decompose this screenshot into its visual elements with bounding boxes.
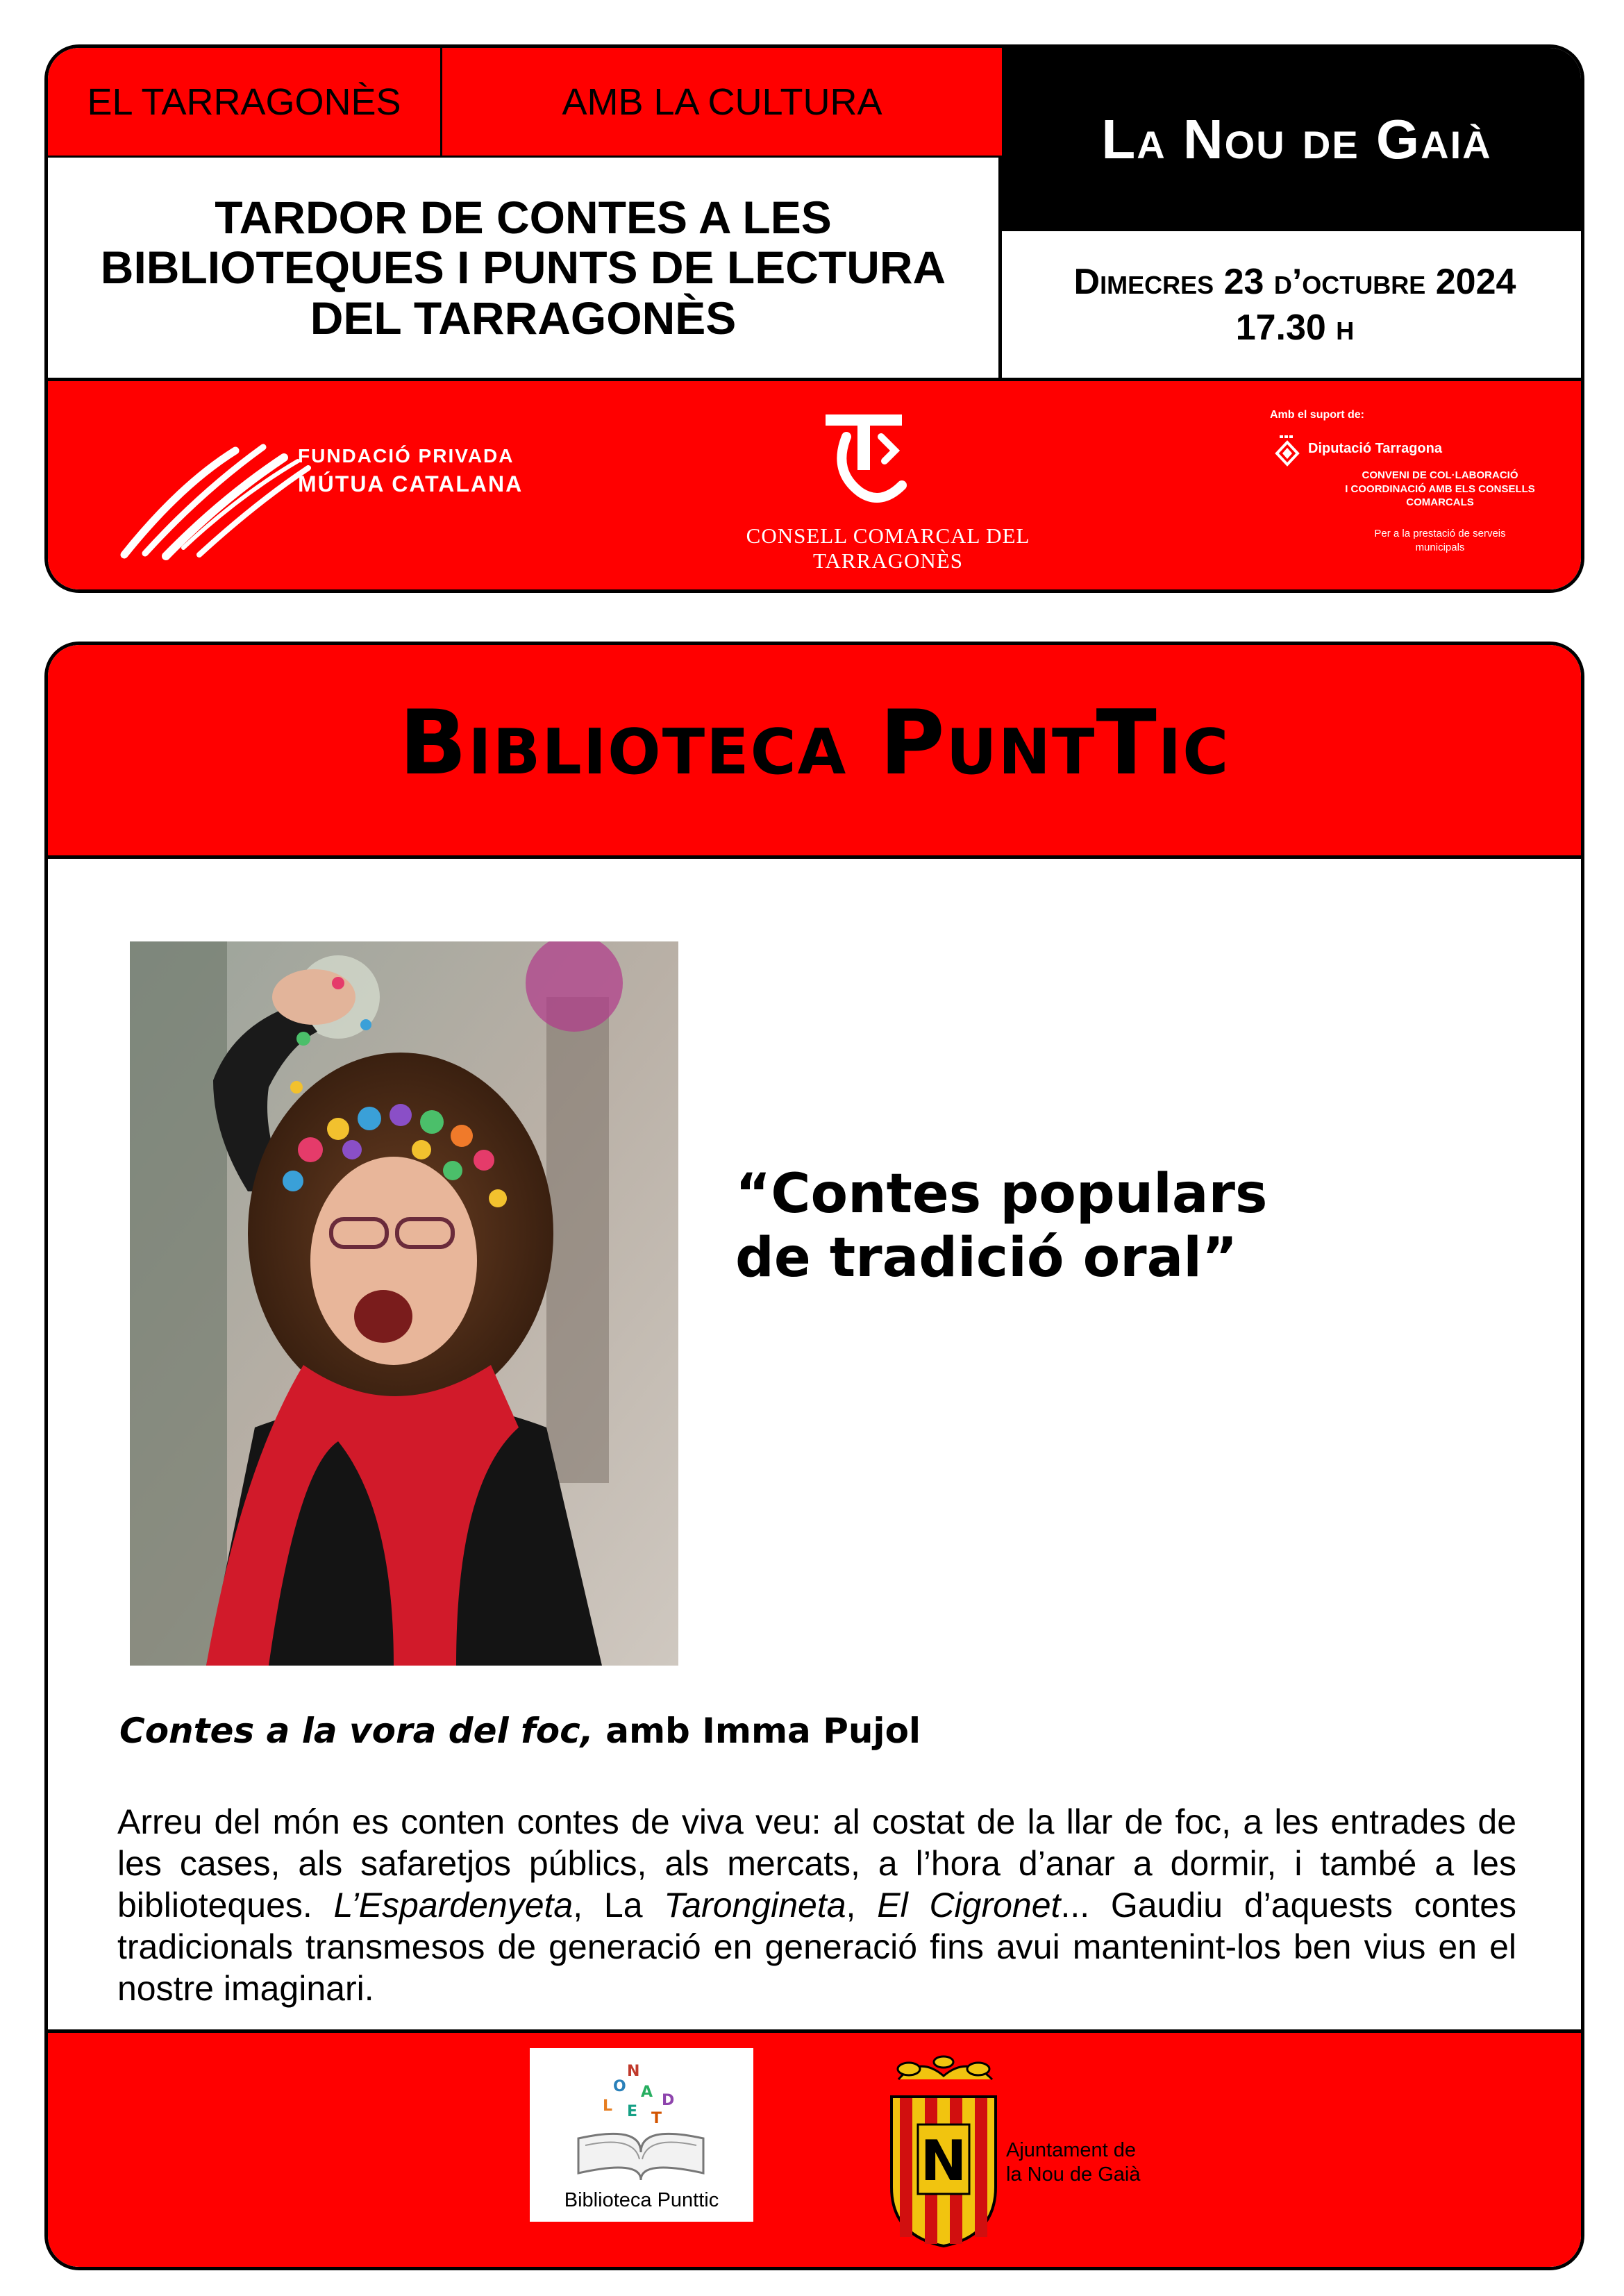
diputacio-logo-icon bbox=[1270, 434, 1305, 469]
mutua-line1: FUNDACIÓ PRIVADA bbox=[298, 445, 514, 467]
consell-comarcal-name: CONSELL COMARCAL DEL TARRAGONÈS bbox=[746, 523, 1030, 573]
description-part-3: , bbox=[846, 1886, 878, 1925]
event-title: “Contes populars de tradició oral” bbox=[735, 1163, 1268, 1290]
svg-text:A: A bbox=[641, 2084, 653, 2101]
event-description bbox=[117, 1801, 1516, 2009]
tag-region bbox=[48, 48, 442, 158]
svg-text:D: D bbox=[662, 2092, 675, 2109]
svg-text:E: E bbox=[627, 2103, 638, 2120]
tag-culture-label: AMB LA CULTURA bbox=[562, 81, 882, 123]
event-date: Dimecres 23 d’octubre 2024 bbox=[1073, 261, 1516, 302]
story-3: El Cigronet bbox=[877, 1886, 1061, 1925]
open-book-icon bbox=[530, 2048, 753, 2187]
story-1: L’Espardenyeta bbox=[333, 1886, 574, 1925]
svg-text:O: O bbox=[613, 2078, 626, 2095]
biblioteca-punttic-logo bbox=[530, 2048, 753, 2222]
story-2: Tarongineta bbox=[664, 1886, 846, 1925]
activity-title: Contes a la vora del foc, bbox=[119, 1711, 594, 1751]
tag-culture bbox=[442, 48, 1002, 158]
activity-line bbox=[119, 1711, 921, 1751]
event-time: 17.30 h bbox=[1235, 307, 1355, 348]
series-title: TARDOR DE CONTES A LES BIBLIOTEQUES I PUNTS DE LECTURA DEL TARRAGONÈS bbox=[100, 191, 946, 344]
library-caption: Biblioteca Punttic bbox=[564, 2189, 719, 2211]
ajuntament-label: Ajuntament de la Nou de Gaià bbox=[1006, 2139, 1141, 2186]
description-part-2: , La bbox=[573, 1886, 664, 1925]
header-panel bbox=[44, 44, 1584, 593]
svg-text:N: N bbox=[920, 2129, 967, 2193]
mutua-line2: MÚTUA CATALANA bbox=[298, 471, 524, 496]
sponsor-band bbox=[48, 381, 1584, 593]
town-name: La Nou de Gaià bbox=[1101, 108, 1492, 170]
main-panel bbox=[44, 642, 1584, 2270]
description-part-1: Arreu del món es conten contes de viva veu: al costat de la llar de foc, a les entrades de les cases, als safaretjos públics, als mercats, a l’hora d’anar a dormir, i també a les biblioteques. bbox=[117, 1802, 1516, 1925]
svg-text:N: N bbox=[627, 2063, 640, 2080]
town-shield-icon bbox=[878, 2048, 1010, 2249]
diputacio-conveni: CONVENI DE COL·LABORACIÓ I COORDINACIÓ AMB ELS CONSELLS COMARCALS bbox=[1345, 469, 1535, 508]
series-cell bbox=[48, 158, 1002, 381]
date-cell bbox=[1002, 231, 1584, 381]
footer-band bbox=[48, 2029, 1581, 2267]
svg-text:L: L bbox=[603, 2097, 613, 2115]
town-cell bbox=[1002, 48, 1584, 231]
svg-text:T: T bbox=[651, 2110, 662, 2127]
venue-band bbox=[48, 645, 1581, 859]
tag-region-label: EL TARRAGONÈS bbox=[87, 81, 401, 123]
diputacio-name: Diputació Tarragona bbox=[1308, 441, 1442, 456]
activity-with: amb Imma Pujol bbox=[593, 1711, 921, 1751]
support-label: Amb el suport de: bbox=[1270, 409, 1365, 421]
consell-comarcal-logo-icon bbox=[819, 409, 909, 513]
description-part-4: ... Gaudiu d’aquests contes tradicionals transmesos de generació en generació fins avui mantenint-los ben vius en el nostre imaginari. bbox=[117, 1886, 1516, 2008]
venue-name: Biblioteca PuntTic bbox=[399, 692, 1230, 795]
storyteller-photo bbox=[130, 941, 678, 1666]
diputacio-prestacio: Per a la prestació de serveis municipals bbox=[1374, 528, 1506, 553]
